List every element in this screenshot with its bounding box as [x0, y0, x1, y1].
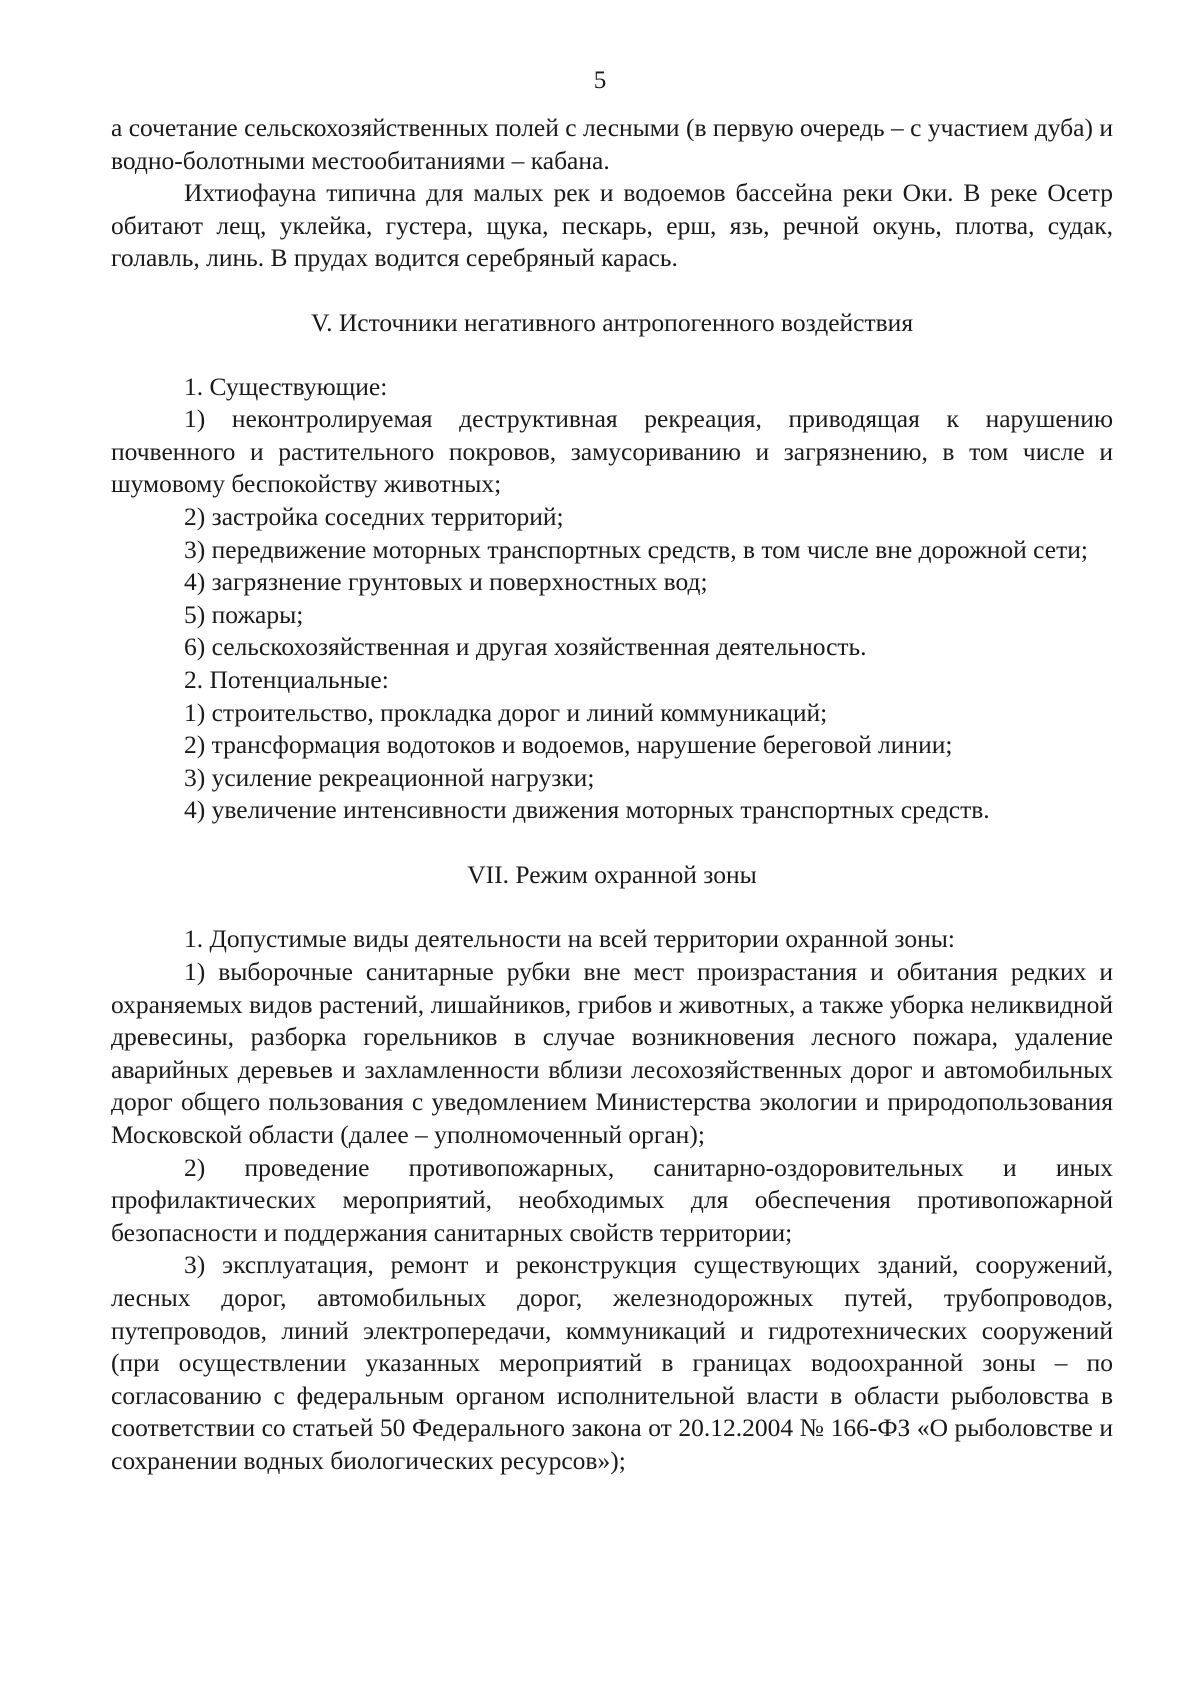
document-body [111, 112, 1113, 1478]
page-number: 5 [593, 67, 607, 94]
existing-source-item: 6) сельскохозяйственная и другая хозяйственная деятельность. [184, 632, 867, 662]
potential-sources-heading: 2. Потенциальные: [184, 664, 389, 694]
allowed-activities-heading: 1. Допустимые виды деятельности на всей территории охранной зоны: [184, 924, 955, 954]
potential-source-item: 1) строительство, прокладка дорог и линий коммуникаций; [184, 697, 828, 727]
ichthyofauna-paragraph: Ихтиофауна типична для малых рек и водоемов бассейна реки Оки. В реке Осетр обитают лещ, уклейка, густера, щука, пескарь, ерш, язь, речной окунь, плотва, судак, голавль, линь. В прудах водится серебряный карась. [111, 178, 1113, 273]
section-7-heading: VII. Режим охранной зоны [467, 859, 757, 889]
allowed-activity-item: 2) проведение противопожарных, санитарно-оздоровительных и иных профилактических мероприятий, необходимых для обеспечения противопожарной безопасности и поддержания санитарных свойств территории; [111, 1152, 1113, 1247]
existing-source-item: 3) передвижение моторных транспортных средств, в том числе вне дорожной сети; [184, 534, 1088, 564]
existing-sources-heading: 1. Существующие: [184, 371, 388, 401]
section-5-heading: V. Источники негативного антропогенного воздействия [310, 307, 914, 337]
potential-source-item: 2) трансформация водотоков и водоемов, нарушение береговой линии; [184, 730, 953, 760]
existing-source-item: 4) загрязнение грунтовых и поверхностных вод; [184, 567, 708, 597]
allowed-activity-item: 3) эксплуатация, ремонт и реконструкция существующих зданий, сооружений, лесных дорог, автомобильных дорог, железнодорожных путей, трубопроводов, путепроводов, линий электропередачи, коммуникаций и гидротехнических сооружений (при осуществлении указанных мероприятий в границах водоохранной зоны – по согласованию с федеральным органом исполнительной власти в области рыболовства в соответствии со статьей 50 Федерального закона от 20.12.2004 № 166-ФЗ «О рыболовстве и сохранении водных биологических ресурсов»); [111, 1250, 1113, 1475]
potential-source-item: 4) увеличение интенсивности движения моторных транспортных средств. [184, 795, 990, 825]
existing-source-item: 1) неконтролируемая деструктивная рекреация, приводящая к нарушению почвенного и растительного покровов, замусориванию и загрязнению, в том числе и шумовому беспокойству животных; [111, 404, 1113, 499]
existing-source-item: 5) пожары; [184, 599, 304, 629]
intro-continuation-paragraph: а сочетание сельскохозяйственных полей с лесными (в первую очередь – с участием дуба) и водно-болотными местообитаниями – кабана. [111, 113, 1113, 175]
allowed-activity-item: 1) выборочные санитарные рубки вне мест произрастания и обитания редких и охраняемых видов растений, лишайников, грибов и животных, а также уборка неликвидной древесины, разборка горельников в случае возникновения лесного пожара, удаление аварийных деревьев и захламленности вблизи лесохозяйственных дорог и автомобильных дорог общего пользования с уведомлением Министерства экологии и природопользования Московской области (далее – уполномоченный орган); [111, 957, 1113, 1150]
potential-source-item: 3) усиление рекреационной нагрузки; [184, 762, 595, 792]
existing-source-item: 2) застройка соседних территорий; [184, 501, 564, 531]
